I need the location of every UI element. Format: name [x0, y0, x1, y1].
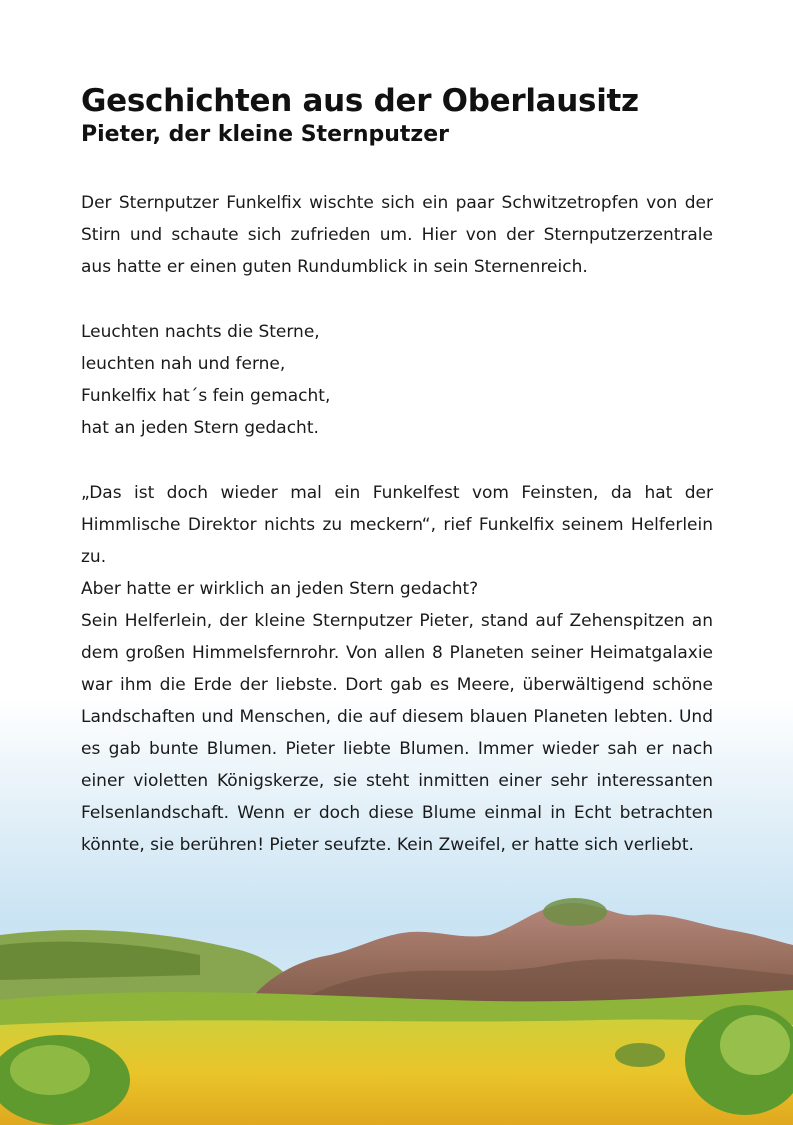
verse-line: Funkelfix hat´s fein gemacht,	[81, 386, 331, 406]
paragraph-pieter: Sein Helferlein, der kleine Sternputzer Pieter, stand auf Zehenspitzen an dem großen Himmelsfernrohr. Von allen 8 Planeten seiner Heimatgalaxie war ihm die Erde der liebste. Dort gab es Meere, überwältigend schöne Landschaften und Menschen, die auf diesem blauen Planeten lebten. Und es gab bunte Blumen. Pieter liebte Blumen. Immer wieder sah er nach einer violetten Königskerze, sie steht inmitten einer sehr interessanten Felsenlandschaft. Wenn er doch diese Blume einmal in Echt betrachten könnte, sie berühren! Pieter seufzte. Kein Zweifel, er hatte sich verliebt.	[81, 611, 713, 855]
rock-top-tree	[543, 898, 607, 926]
page-title: Geschichten aus der Oberlausitz	[81, 83, 639, 119]
verse-line: Leuchten nachts die Sterne,	[81, 322, 320, 342]
story-content	[81, 82, 713, 861]
bush-left-light	[10, 1045, 90, 1095]
verse	[81, 316, 713, 444]
paragraph-question: Aber hatte er wirklich an jeden Stern gedacht?	[81, 579, 479, 599]
story-subtitle: Pieter, der kleine Sternputzer	[81, 122, 450, 147]
verse-line: leuchten nah und ferne,	[81, 354, 286, 374]
bush-right-light	[720, 1015, 790, 1075]
paragraph-intro: Der Sternputzer Funkelfix wischte sich ein paar Schwitzetropfen von der Stirn und schaute sich zufrieden um. Hier von der Sternputzerzentrale aus hatte er einen guten Rundumblick in sein Sternenreich.	[81, 193, 713, 277]
verse-line: hat an jeden Stern gedacht.	[81, 418, 319, 438]
paragraph-dialogue: „Das ist doch wieder mal ein Funkelfest vom Feinsten, da hat der Himmlische Direktor nichts zu meckern“, rief Funkelfix seinem Helferlein zu.	[81, 483, 713, 567]
bush-middle	[615, 1043, 665, 1067]
